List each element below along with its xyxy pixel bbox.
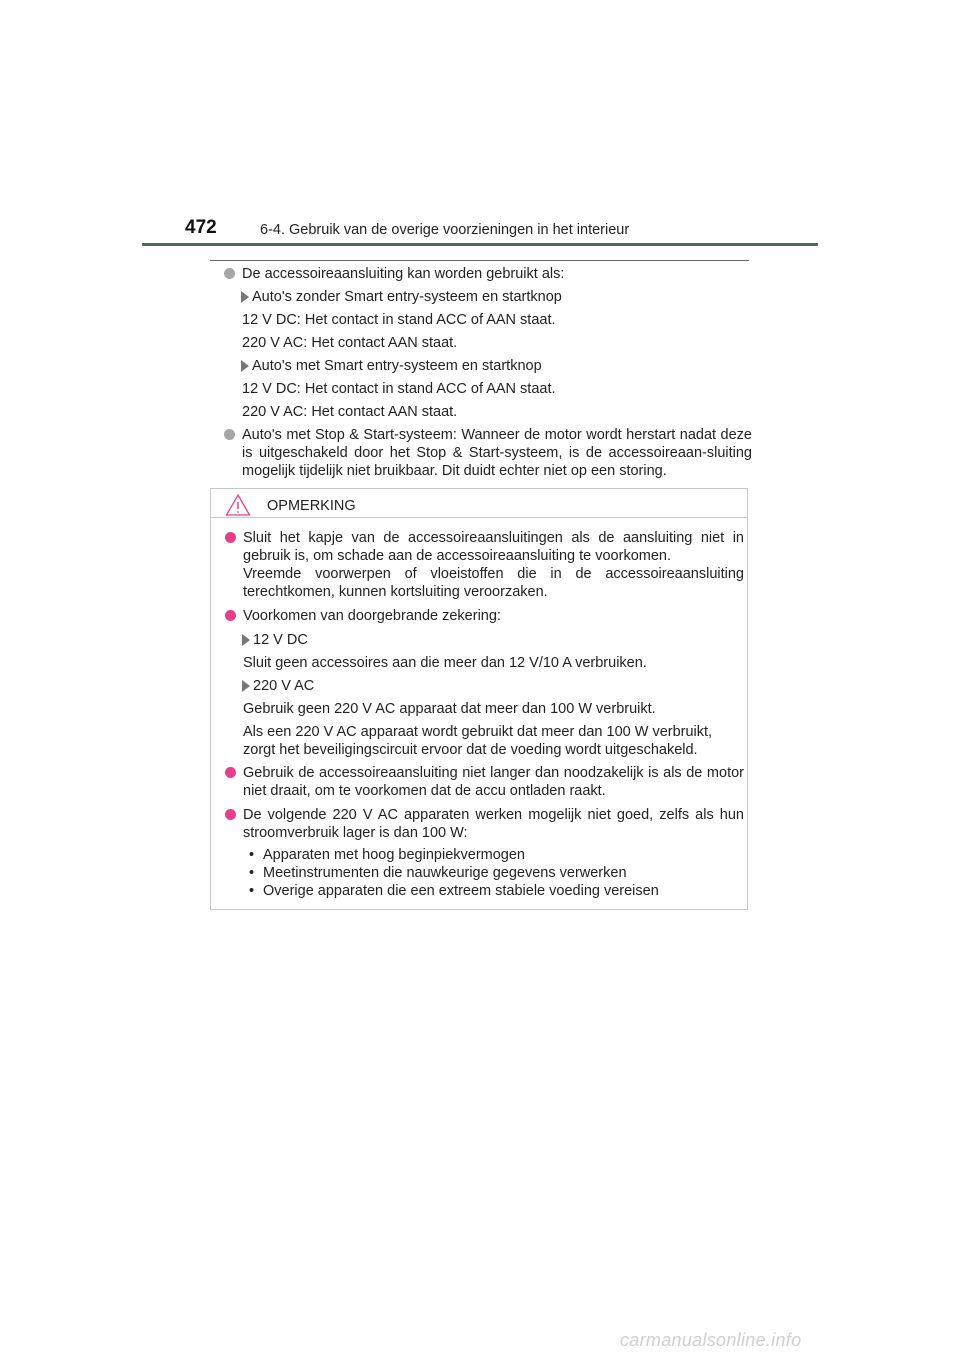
page-number: 472	[185, 217, 217, 238]
warning-icon	[225, 493, 251, 517]
notice-content	[223, 529, 744, 906]
sub-item-label: 12 V DC	[253, 632, 308, 648]
list-item: • Apparaten met hoog beginpiekvermogen	[243, 846, 744, 864]
notice-item-duration	[223, 764, 744, 800]
sub-item-label: 220 V AC	[253, 678, 315, 694]
notice-text: De volgende 220 V AC apparaten werken mogelijk niet goed, zelfs als hun stroomverbruik lager is dan 100 W:	[243, 807, 744, 841]
bullet-icon	[224, 429, 235, 440]
sub-item-without-smart-entry	[222, 288, 752, 306]
sub-item-12v	[223, 631, 744, 649]
bullet-icon	[225, 767, 236, 778]
text-line: 220 V AC: Het contact AAN staat.	[242, 335, 458, 351]
note-rule	[210, 260, 749, 261]
notice-item-cap	[223, 529, 744, 601]
notice-text: Vreemde voorwerpen of vloeistoffen die in de accessoireaansluiting terechtkomen, kunnen kortsluiting veroorzaken.	[243, 566, 744, 600]
text-line: 12 V DC: Het contact in stand ACC of AAN staat.	[242, 381, 556, 397]
text-line: 12 V DC: Het contact in stand ACC of AAN staat.	[242, 312, 556, 328]
appliance-list	[243, 846, 744, 900]
main-content	[222, 265, 752, 485]
triangle-right-icon	[241, 291, 249, 303]
watermark: carmanualsonline.info	[620, 1330, 802, 1350]
notice-box	[210, 488, 748, 910]
triangle-right-icon	[242, 634, 250, 646]
bullet-icon	[225, 809, 236, 820]
text-line: 220 V AC: Het contact AAN staat.	[242, 404, 458, 420]
bullet-item-stop-start	[222, 426, 752, 480]
bullet-icon	[225, 610, 236, 621]
list-item: • Meetinstrumenten die nauwkeurige gegevens verwerken	[243, 864, 744, 882]
text-line: Sluit geen accessoires aan die meer dan 12 V/10 A verbruiken.	[243, 655, 647, 671]
header-rule	[142, 243, 818, 246]
bullet-item-usage	[222, 265, 752, 283]
triangle-right-icon	[241, 360, 249, 372]
section-title: 6-4. Gebruik van de overige voorzieningen in het interieur	[260, 222, 630, 238]
list-item: • Overige apparaten die een extreem stabiele voeding vereisen	[243, 882, 744, 900]
bullet-icon	[224, 268, 235, 279]
notice-divider	[211, 517, 747, 518]
bullet-text: De accessoireaansluiting kan worden gebruikt als:	[242, 266, 565, 282]
notice-text: Voorkomen van doorgebrande zekering:	[243, 608, 501, 624]
text-line: Gebruik geen 220 V AC apparaat dat meer dan 100 W verbruikt.	[243, 701, 656, 717]
notice-text: Gebruik de accessoireaansluiting niet langer dan noodzakelijk is als de motor niet draait, om te voorkomen dat de accu ontladen raakt.	[243, 765, 744, 799]
text-line: Als een 220 V AC apparaat wordt gebruikt dat meer dan 100 W verbruikt, zorgt het beveiligingscircuit ervoor dat de voeding wordt uitgeschakeld.	[243, 724, 713, 758]
sub-item-label: Auto's met Smart entry-systeem en startknop	[252, 358, 542, 374]
sub-item-220v	[223, 677, 744, 695]
bullet-icon	[225, 532, 236, 543]
notice-item-fuse	[223, 607, 744, 625]
notice-title: OPMERKING	[267, 498, 356, 514]
notice-item-appliances	[223, 806, 744, 900]
sub-item-label: Auto's zonder Smart entry-systeem en startknop	[252, 289, 562, 305]
sub-item-with-smart-entry	[222, 357, 752, 375]
bullet-text: Auto's met Stop & Start-systeem: Wanneer de motor wordt herstart nadat deze is uitgeschakeld door het Stop & Start-systeem, is de accessoireaan-sluiting mogelijk tijdelijk niet bruikbaar. Dit duidt echter niet op een storing.	[242, 427, 752, 479]
triangle-right-icon	[242, 680, 250, 692]
notice-text: Sluit het kapje van de accessoireaansluitingen als de aansluiting niet in gebruik is, om schade aan de accessoireaansluiting te voorkomen.	[243, 530, 744, 564]
